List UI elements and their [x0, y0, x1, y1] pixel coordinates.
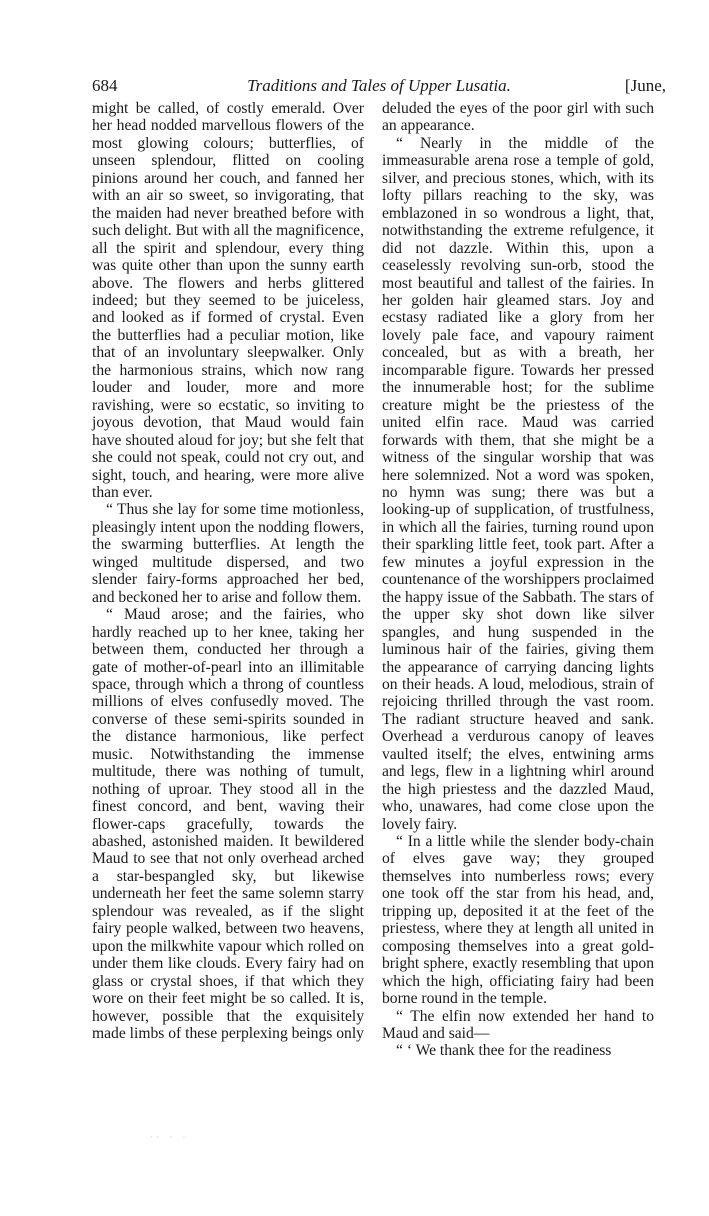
paper-speckle: ·· · · — [150, 1133, 190, 1142]
paragraph: “ Nearly in the middle of the immeasurable arena rose a temple of gold, silver, and precious stones, which, with its lofty pillars reaching to the sky, was emblazoned in so wondrous a light, that, notwithstanding the extreme refulgence, it did not dazzle. Within this, upon a ceaselessly revolving sun-orb, stood the most beautiful and tallest of the fairies. In her golden hair gleamed stars. Joy and ecstasy radiated like a glory from her lovely pale face, and vapoury raiment concealed, but as with a breath, her incomparable figure. Towards her pressed the innumerable host; for the sublime creature might be the priestess of the united elfin race. Maud was carried forwards with them, that she might be a witness of the singular worship that was here solemnized. Not a word was spoken, no hymn was sung; there was but a looking-up of supplication, of trustfulness, in which all the fairies, turning round upon their sparkling little feet, took part. After a few minutes a joyful expression in the countenance of the worshippers proclaimed the happy issue of the Sabbath. The stars of the upper sky shot down like silver spangles, and hung suspended in the luminous hair of the fairies, giving them the appearance of carrying dancing lights on their heads. A loud, melodious, strain of rejoicing thrilled through the vast room. The radiant structure heaved and sank. Overhead a verdurous canopy of leaves vaulted itself; the elves, entwining arms and legs, flew in a lightning whirl around the high priestess and the dazzled Maud, who, unawares, had come close upon the lovely fairy. — [382, 134, 654, 833]
page-number: 684 — [92, 76, 118, 95]
header-month: [June, — [624, 76, 666, 95]
left-column — [92, 100, 364, 1042]
paragraph: “ In a little while the slender body-chain of elves gave way; they grouped themselves into numberless rows; every one took off the star from his head, and, tripping up, deposited it at the feet of the priestess, where they at length all united in composing themselves into a great gold-bright sphere, exactly resembling that upon which the high, officiating fairy had been borne round in the temple. — [382, 833, 654, 1008]
paragraph: deluded the eyes of the poor girl with such an appearance. — [382, 100, 654, 135]
running-header — [92, 76, 666, 102]
paragraph: “ Thus she lay for some time motionless, pleasingly intent upon the nodding flowers, the swarming butterflies. At length the winged multitude dispersed, and two slender fairy-forms approached her bed, and beckoned her to arise and follow them. — [92, 501, 364, 606]
running-title: Traditions and Tales of Upper Lusatia. — [247, 76, 511, 95]
paragraph: “ Maud arose; and the fairies, who hardly reached up to her knee, taking her between them, conducted her through a gate of mother-of-pearl into an illimitable space, through which a throng of countless millions of elves confusedly moved. The converse of these semi-spirits sounded in the distance harmonious, like perfect music. Notwithstanding the immense multitude, there was nothing of tumult, nothing of uproar. They stood all in the finest concord, and bent, waving their flower-caps gracefully, towards the abashed, astonished maiden. It bewildered Maud to see that not only overhead arched a star-bespangled sky, but likewise underneath her feet the same solemn starry splendour was revealed, as if the slight fairy people walked, between two heavens, upon the milkwhite vapour which rolled on under them like clouds. Every fairy had on glass or crystal shoes, if that which they wore on their feet might be so called. It is, however, possible that the exquisitely made limbs of these perplexing beings only — [92, 606, 364, 1043]
paragraph: might be called, of costly emerald. Over her head nodded marvellous flowers of the most glowing colours; butterflies, of unseen splendour, flitted on cooling pinions around her couch, and fanned her with an air so sweet, so invigorating, that the maiden had never breathed before with such delight. But with all the magnificence, all the spirit and splendour, every thing was quite other than upon the sunny earth above. The flowers and herbs glittered indeed; but they seemed to be juiceless, and looked as if formed of crystal. Even the butterflies had a peculiar motion, like that of an involuntary sleepwalker. Only the harmonious strains, which now rang louder and louder, more and more ravishing, were so ecstatic, so inviting to joyous devotion, that Maud would fain have shouted aloud for joy; but she felt that she could not speak, could not cry out, and sight, touch, and hearing, were more alive than ever. — [92, 100, 364, 501]
paragraph: “ ‘ We thank thee for the readiness — [396, 1042, 612, 1060]
paragraph: “ The elfin now extended her hand to Maud and said— — [382, 1007, 654, 1043]
right-column — [382, 100, 654, 1060]
